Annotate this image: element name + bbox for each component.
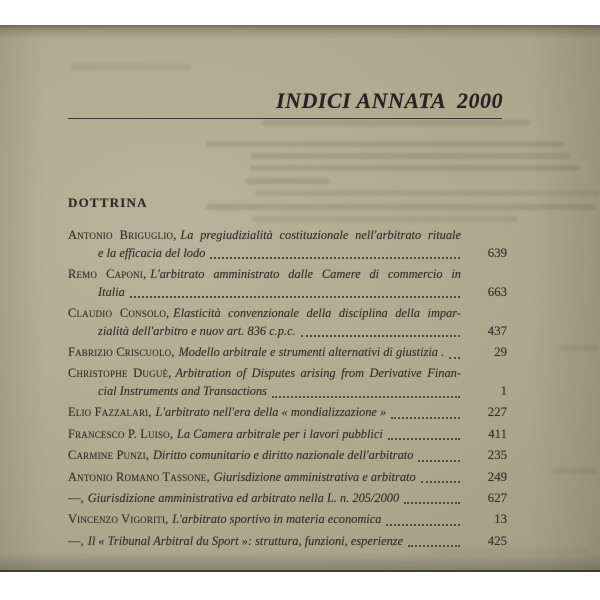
entry-title-end: Giurisdizione amministrativa e arbitrato [213, 469, 416, 484]
entry-text-block [68, 266, 461, 301]
index-entry [68, 447, 507, 465]
title-rule [68, 118, 502, 119]
entry-last-line [68, 404, 461, 422]
entry-title-start: La pregiudizialità costituzionale nell'arbitrato rituale [180, 228, 461, 242]
entry-author: Christophe Duguè [68, 366, 169, 381]
entry-title-start: Arbitration of Disputes arising from Derivative Finan- [175, 366, 461, 381]
entry-title-end: e la efficacia del lodo [98, 245, 206, 260]
entry-title-end: L'arbitrato sportivo in materia economica [172, 512, 382, 527]
entry-separator: , [171, 344, 175, 359]
entry-text-block [68, 469, 461, 487]
entry-last-line [68, 383, 461, 401]
dot-leader [130, 296, 460, 298]
entry-last-line [68, 511, 461, 529]
dot-leader [404, 502, 460, 504]
entry-page-number: 227 [487, 405, 507, 420]
entry-text-block [68, 305, 461, 340]
entry-title-end: Diritto comunitario e diritto nazionale dell'arbitrato [152, 448, 414, 463]
dot-leader [210, 257, 460, 259]
entry-text-block [68, 511, 461, 529]
entry-page-number: 627 [487, 490, 507, 505]
entry-page-number: 1 [500, 383, 507, 398]
dot-leader [391, 417, 460, 419]
entry-author: Vincenzo Vigoriti [68, 512, 166, 527]
entry-last-line [68, 245, 461, 263]
entry-text-block [68, 365, 461, 400]
entry-separator: , [148, 405, 152, 420]
entry-last-line [68, 323, 461, 341]
page-content [68, 25, 507, 554]
entry-page-number: 249 [487, 469, 507, 484]
entry-page-number: 663 [487, 284, 507, 299]
dot-leader [388, 438, 460, 440]
entry-title-start: Elasticità convenzionale della disciplina della impar- [173, 305, 462, 320]
dot-leader [418, 460, 460, 462]
index-entry [68, 469, 507, 487]
entry-separator: , [169, 426, 173, 441]
entry-last-line [68, 426, 461, 444]
entry-title-end: cial Instruments and Transactions [98, 383, 268, 398]
dot-leader [301, 335, 460, 337]
entry-first-line [68, 365, 461, 383]
entry-separator: , [80, 490, 84, 505]
entry-separator: , [145, 448, 149, 463]
entry-last-line [68, 284, 461, 302]
entry-separator: , [80, 533, 84, 548]
entry-last-line [68, 490, 461, 508]
index-entry [68, 344, 507, 362]
entry-page-number: 411 [488, 426, 507, 441]
entry-first-line [68, 305, 461, 323]
entry-title-start: L'arbitrato amministrato dalle Camere di commercio in [150, 266, 462, 281]
entry-author: — [68, 533, 81, 548]
entry-first-line [68, 227, 461, 245]
entry-text-block [68, 447, 461, 465]
entry-title-end: La Camera arbitrale per i lavori pubblici [177, 426, 383, 441]
dot-leader [421, 481, 460, 483]
entry-author: — [68, 490, 81, 505]
entry-text-block [68, 404, 461, 422]
index-entry [68, 266, 507, 301]
entry-last-line [68, 447, 461, 465]
index-entry [68, 227, 507, 262]
entry-title-end: Italia [98, 284, 125, 299]
entry-author: Carmine Punzi [68, 448, 146, 463]
entry-last-line [68, 533, 461, 551]
entry-title-end: Modello arbitrale e strumenti alternativi di giustizia . [178, 344, 445, 359]
entry-author: Francesco P. Luiso [68, 426, 170, 441]
entry-separator: , [166, 305, 170, 320]
entry-last-line [68, 344, 461, 362]
entry-page-number: 639 [487, 245, 507, 260]
entry-author: Remo Caponi [68, 266, 144, 281]
entry-title-end: L'arbitrato nell'era della « mondializzazione » [155, 405, 387, 420]
entry-separator: , [168, 366, 172, 381]
index-entry [68, 426, 507, 444]
ghost-text-line [552, 468, 597, 474]
entry-title-end: Giurisdizione amministrativa ed arbitrato nella L. n. 205/2000 [87, 490, 400, 505]
entry-author: Antonio Briguglio [68, 228, 174, 242]
index-entry [68, 305, 507, 340]
entry-author: Fabrizio Criscuolo [68, 344, 172, 359]
dot-leader [449, 357, 460, 359]
entry-title-end: Il « Tribunal Arbitral du Sport »: struttura, funzioni, esperienze [87, 533, 404, 548]
entry-separator: , [173, 228, 177, 242]
entry-text-block [68, 426, 461, 444]
dot-leader [386, 524, 460, 526]
entry-text-block [68, 533, 461, 551]
entry-title-end: zialità dell'arbitro e nuov art. 836 c.p.c. [98, 323, 296, 338]
entry-author: Claudio Consolo [68, 305, 167, 320]
entry-first-line [68, 266, 461, 284]
entry-page-number: 13 [494, 512, 507, 527]
index-entry [68, 490, 507, 508]
entry-separator: , [143, 266, 147, 281]
index-entry [68, 404, 507, 422]
dot-leader [272, 396, 460, 398]
entry-separator: , [165, 512, 169, 527]
entry-page-number: 29 [494, 344, 507, 359]
entry-last-line [68, 469, 461, 487]
entry-author: Elio Fazzalari [68, 405, 149, 420]
index-entry [68, 365, 507, 400]
entry-text-block [68, 227, 461, 262]
index-entry [68, 533, 507, 551]
section-heading: DOTTRINA [68, 195, 148, 210]
index-entry [68, 511, 507, 529]
entry-page-number: 425 [487, 533, 507, 548]
entry-page-number: 235 [487, 448, 507, 463]
book-page-photo [0, 25, 600, 572]
entry-page-number: 437 [487, 323, 507, 338]
page-title: INDICI ANNATA 2000 [276, 88, 503, 113]
entry-text-block [68, 344, 461, 362]
entry-author: Antonio Romano Tassone [68, 469, 207, 484]
dot-leader [408, 545, 460, 547]
ghost-text-line [560, 345, 598, 351]
entry-separator: , [206, 469, 210, 484]
entry-text-block [68, 490, 461, 508]
entries-list [68, 227, 507, 550]
